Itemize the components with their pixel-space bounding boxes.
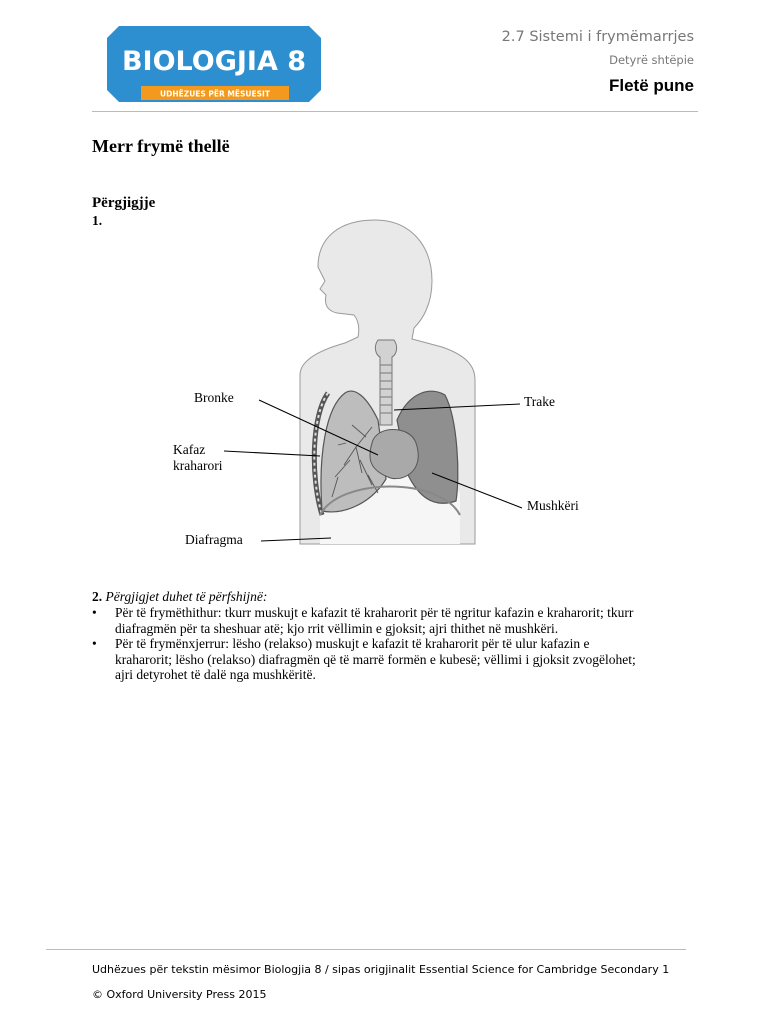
- question-1-number: 1.: [92, 213, 103, 228]
- bullet-2-line-2: kraharorit; lësho (relakso) diafragmën që të marrë formën e kubesë; vëllimi i gjoksit zvogëlohet;: [115, 651, 636, 667]
- header-topic: 2.7 Sistemi i frymëmarrjes: [501, 29, 694, 45]
- footer-divider: [46, 949, 686, 950]
- answers-heading: Përgjigjje: [92, 195, 156, 211]
- footer-credit: Udhëzues për tekstin mësimor Biologjia 8 / sipas origjinalit Essential Science for Cambridge Secondary 1: [92, 963, 670, 976]
- bullet-1-line-1: Për të frymëthithur: tkurr muskujt e kafazit të kraharorit për të ngritur kafazin e kraharorit; tkurr: [115, 605, 634, 620]
- question-2-intro: [92, 589, 267, 605]
- list-item: [92, 636, 672, 683]
- label-kafaz-line1: Kafaz: [173, 442, 206, 457]
- header-type: Fletë pune: [608, 76, 694, 95]
- label-kafaz-line2: kraharori: [173, 458, 223, 473]
- label-diafragma: Diafragma: [185, 532, 243, 547]
- label-trake: Trake: [524, 394, 556, 409]
- respiratory-system-diagram: [160, 215, 620, 555]
- header-divider: [92, 111, 698, 112]
- bullet-2-line-3: ajri detyrohet të dalë nga mushkëritë.: [115, 667, 316, 682]
- question-2-number: 2.: [92, 589, 103, 604]
- bullet-2-line-1: Për të frymënxjerrur: lësho (relakso) muskujt e kafazit të kraharorit për të ulur kafazin e: [115, 636, 590, 651]
- answer-bullet-list: [92, 605, 672, 683]
- bullet-1-line-2: diafragmën për ta sheshuar atë; kjo rrit vëllimin e gjoksit; ajri thithet në mushkëri.: [115, 620, 559, 636]
- list-item: [92, 605, 672, 636]
- page-title: Merr frymë thellë: [92, 136, 230, 156]
- biologjia-8-logo: [105, 24, 323, 104]
- footer-copyright: © Oxford University Press 2015: [92, 988, 267, 1001]
- logo-title: BIOLOGJIA 8: [121, 46, 307, 77]
- bullet-icon: •: [92, 636, 97, 651]
- logo-subtitle: UDHËZUES PËR MËSUESIT: [160, 89, 270, 99]
- header-subtitle: Detyrë shtëpie: [609, 53, 694, 67]
- bullet-icon: •: [92, 605, 97, 620]
- label-bronke: Bronke: [194, 390, 234, 405]
- question-2-text: Përgjigjet duhet të përfshijnë:: [105, 589, 268, 604]
- label-mushkeri: Mushkëri: [527, 498, 579, 513]
